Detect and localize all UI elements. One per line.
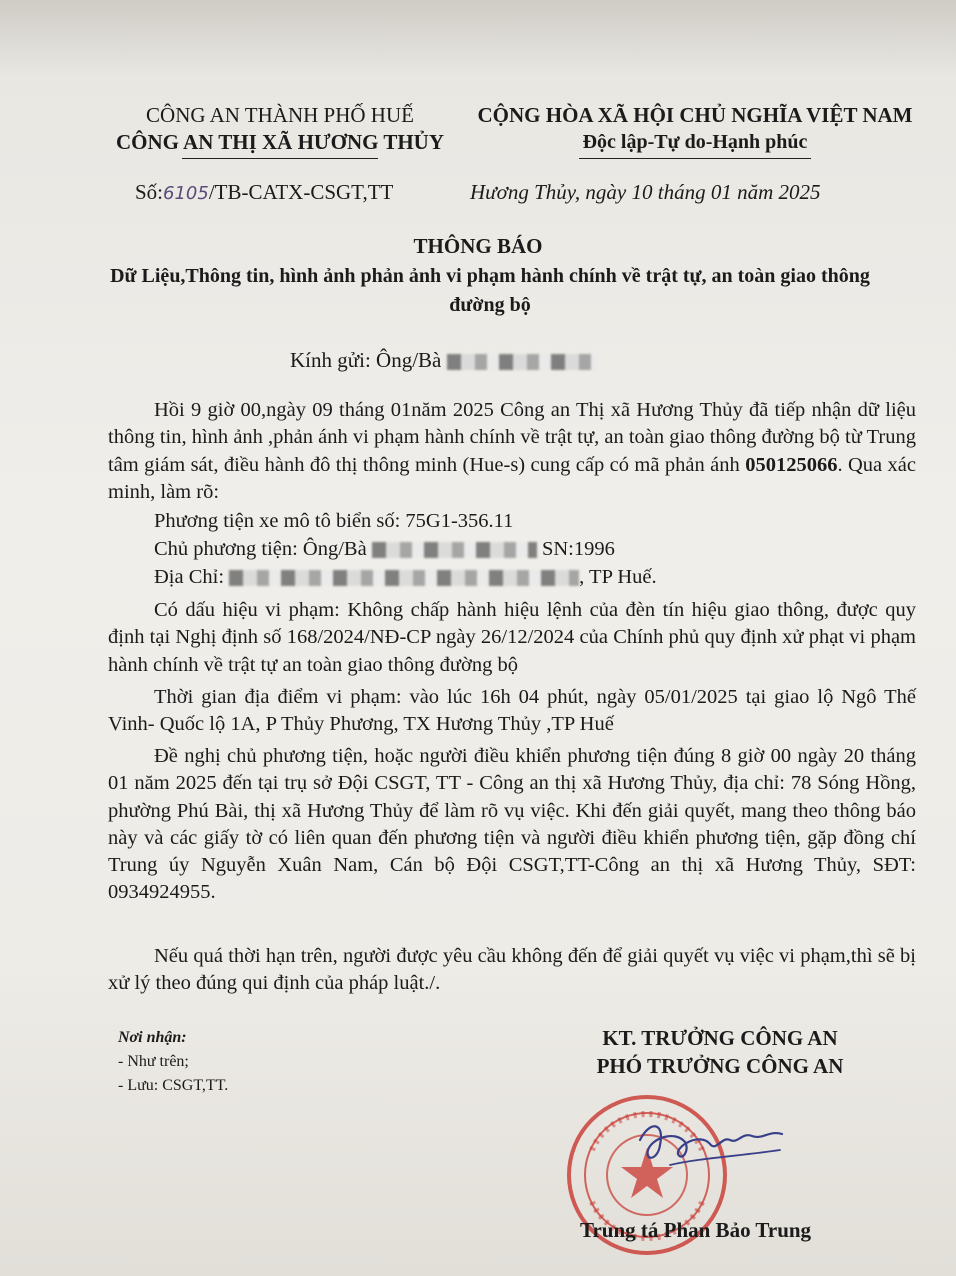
handwritten-signature-icon	[630, 1110, 790, 1190]
issuer-block	[100, 102, 460, 159]
signatory-name: Trung tá Phan Bảo Trung	[580, 1218, 812, 1242]
motto: Độc lập-Tự do-Hạnh phúc	[582, 131, 808, 153]
vehicle-plate-line: Phương tiện xe mô tô biển số: 75G1-356.11	[154, 510, 514, 532]
address-label: Địa Chỉ:	[154, 566, 225, 588]
country-name: CỘNG HÒA XÃ HỘI CHỦ NGHĨA VIỆT NAM	[477, 103, 913, 127]
redacted-address	[229, 570, 579, 586]
owner-birth-year: SN:1996	[541, 538, 615, 560]
recipient-item: - Lưu: CSGT,TT.	[118, 1077, 229, 1094]
paragraph-warning: Nếu quá thời hạn trên, người được yêu cầu không đến để giải quyết vụ việc vi phạm,thì sẽ bị xử lý theo đúng qui định của pháp luật./.	[108, 945, 916, 995]
address-city: , TP Huế.	[579, 566, 657, 588]
redacted-name	[447, 354, 597, 370]
issuer-underline	[182, 158, 378, 159]
issuer-parent: CÔNG AN THÀNH PHỐ HUẾ	[146, 103, 414, 127]
recipient-item: - Như trên;	[118, 1053, 189, 1070]
document-subtitle: Dữ Liệu,Thông tin, hình ảnh phản ảnh vi phạm hành chính về trật tự, an toàn giao thông đường bộ	[110, 265, 870, 316]
paragraph-time-place: Thời gian địa điểm vi phạm: vào lúc 16h 04 phút, ngày 05/01/2025 tại giao lộ Ngô Thế Vinh- Quốc lộ 1A, P Thủy Phương, TX Hương Thủy ,TP Huế	[108, 686, 916, 736]
paragraph-request: Đề nghị chủ phương tiện, hoặc người điều khiển phương tiện đúng 8 giờ 00 ngày 20 tháng 01 năm 2025 đến tại trụ sở Đội CSGT, TT - Công an thị xã Hương Thủy, địa chỉ: 78 Sóng Hồng, phường Phú Bài, thị xã Hương Thủy để làm rõ vụ việc. Khi đến giải quyết, mang theo thông báo này và các giấy tờ có liên quan đến phương tiện và người điều khiển phương tiện, gặp đồng chí Trung úy Nguyễn Xuân Nam, Cán bộ Đội CSGT,TT-Công an thị xã Hương Thủy, SĐT: 0934924955.	[108, 745, 916, 904]
paragraph-intro	[108, 397, 916, 506]
reference-number	[135, 180, 393, 205]
national-motto-block	[470, 102, 920, 159]
redacted-owner	[372, 542, 537, 558]
signatory-line2: PHÓ TRƯỞNG CÔNG AN	[596, 1054, 844, 1078]
issue-date: Hương Thủy, ngày 10 tháng 01 năm 2025	[470, 180, 821, 204]
recipients-block	[118, 1026, 228, 1098]
motto-underline	[579, 158, 811, 159]
document-title: THÔNG BÁO	[413, 234, 543, 258]
intro-tail: . Qua xác minh, làm rõ:	[108, 453, 916, 503]
handwritten-number: 6105	[163, 183, 209, 204]
reference-prefix: Số:	[135, 180, 164, 204]
address-line	[154, 566, 657, 589]
intro-text: Hồi 9 giờ 00,ngày 09 tháng 01năm 2025 Công an Thị xã Hương Thủy đã tiếp nhận dữ liệu thông tin, hình ảnh ,phản ánh vi phạm hành chính về trật tự, an toàn giao thông đường bộ từ Trung tâm giám sát, điều hành đô thị thông minh (Hue-s) cung cấp có mã phản ánh	[108, 399, 916, 476]
recipient-line	[290, 348, 597, 373]
owner-line	[154, 538, 615, 561]
paragraph-violation: Có dấu hiệu vi phạm: Không chấp hành hiệu lệnh của đèn tín hiệu giao thông, được quy định tại Nghị định số 168/2024/NĐ-CP ngày 26/12/2024 của Chính phủ quy định xử phạt vi phạm hành chính về trật tự an toàn giao thông đường bộ	[108, 599, 916, 676]
report-code: 050125066	[745, 453, 838, 476]
recipient-label: Kính gửi: Ông/Bà	[290, 348, 442, 372]
reference-suffix: /TB-CATX-CSGT,TT	[208, 180, 394, 204]
recipients-label: Nơi nhận:	[118, 1029, 187, 1046]
issuer-name: CÔNG AN THỊ XÃ HƯƠNG THỦY	[115, 130, 445, 154]
signatory-title	[560, 1024, 880, 1080]
signatory-line1: KT. TRƯỞNG CÔNG AN	[602, 1026, 838, 1050]
owner-label: Chủ phương tiện: Ông/Bà	[154, 538, 367, 560]
